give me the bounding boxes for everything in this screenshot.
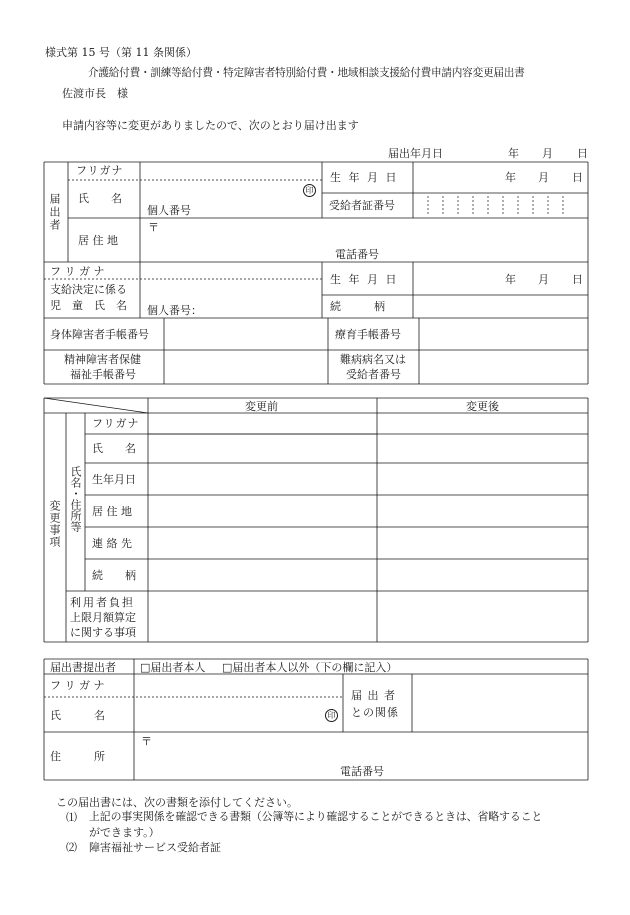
notes-item1-line1: 上記の事実関係を確認できる書類（公簿等により確認することができるときは、省略すること xyxy=(89,810,543,823)
applicant-address-label: 居 住 地 xyxy=(78,234,118,247)
submitter-relation-line1: 届 出 者 xyxy=(351,689,396,702)
after-limit-input[interactable] xyxy=(378,592,587,641)
after-header: 変更後 xyxy=(466,400,499,413)
child-relation-label: 続 柄 xyxy=(330,300,385,313)
notes-item2-num: ⑵ xyxy=(66,841,77,854)
recipient-no-label: 受給者証番号 xyxy=(329,199,395,212)
date-day: 日 xyxy=(577,147,588,160)
date-label: 届出年月日 xyxy=(388,147,443,160)
submitter-postal-mark: 〒 xyxy=(141,735,152,748)
child-furigana-input[interactable] xyxy=(141,263,321,278)
before-address-input[interactable] xyxy=(149,496,376,526)
applicant-birth-text: 生 年 月 日 xyxy=(330,171,399,184)
applicant-birth-day: 日 xyxy=(572,171,583,184)
form-title: 介護給付費・訓練等給付費・特定障害者特別給付費・地域相談支援給付費申請内容変更届出書 xyxy=(88,67,525,79)
before-furigana-input[interactable] xyxy=(149,414,376,433)
recipient-no-input[interactable] xyxy=(414,194,587,217)
child-birth-month: 月 xyxy=(538,273,549,286)
submitter-relation-input[interactable] xyxy=(413,675,587,731)
change-row-relation: 続 柄 xyxy=(92,569,136,582)
submitter-option-self[interactable]: □届出者本人 xyxy=(140,661,206,674)
form-number: 様式第 15 号（第 11 条関係） xyxy=(45,46,197,59)
applicant-birth-label xyxy=(330,172,406,183)
limit-line1: 利用者負担 xyxy=(70,596,135,609)
intractable-line2: 受給者番号 xyxy=(346,368,401,381)
applicant-name-input[interactable] xyxy=(141,181,301,201)
child-name-line2: 児 童 氏 名 xyxy=(50,299,127,312)
notes-intro: この届出書には、次の書類を添付してください。 xyxy=(56,796,298,809)
after-furigana-input[interactable] xyxy=(378,414,587,433)
applicant-birth-input[interactable] xyxy=(414,163,587,192)
before-header: 変更前 xyxy=(245,400,278,413)
before-contact-input[interactable] xyxy=(149,528,376,558)
submitter-furigana-label: フ リ ガ ナ xyxy=(50,679,105,692)
after-contact-input[interactable] xyxy=(378,528,587,558)
addressee: 佐渡市長 様 xyxy=(62,87,128,100)
date-month: 月 xyxy=(542,147,553,160)
submitter-option-other[interactable]: □届出者本人以外（下の欄に記入） xyxy=(222,661,398,674)
before-limit-input[interactable] xyxy=(149,592,376,641)
applicant-birth-year: 年 xyxy=(505,171,516,184)
seal-icon: 印 xyxy=(303,184,316,197)
notes-item1-num: ⑴ xyxy=(66,811,77,824)
submitter-name-input[interactable] xyxy=(135,698,320,731)
child-birth-input[interactable] xyxy=(414,263,587,294)
after-name-input[interactable] xyxy=(378,435,587,462)
change-row-address: 居 住 地 xyxy=(92,505,132,518)
submitter-name-label: 氏 名 xyxy=(50,709,105,722)
changes-section-label: 変更事項 xyxy=(48,500,61,548)
applicant-furigana-input[interactable] xyxy=(141,163,321,179)
child-birth-label: 生 年 月 日 xyxy=(330,273,399,286)
child-relation-input[interactable] xyxy=(414,296,587,317)
change-row-contact: 連 絡 先 xyxy=(92,537,132,550)
mental-handbook-input[interactable] xyxy=(165,351,327,383)
limit-line3: に関する事項 xyxy=(70,626,136,639)
change-row-furigana: フリガナ xyxy=(92,417,140,430)
limit-line2: 上限月額算定 xyxy=(70,611,136,624)
after-address-input[interactable] xyxy=(378,496,587,526)
notes-item2: 障害福祉サービス受給者証 xyxy=(89,841,221,854)
intro-text: 申請内容等に変更がありましたので、次のとおり届け出ます xyxy=(62,119,359,132)
after-birth-input[interactable] xyxy=(378,464,587,494)
before-relation-input[interactable] xyxy=(149,560,376,590)
applicant-my-number-label: 個人番号 xyxy=(147,204,191,217)
changes-group-label: 氏名・住所等 xyxy=(69,466,82,532)
applicant-birth-month: 月 xyxy=(538,171,549,184)
intractable-line1: 難病病名又は xyxy=(340,353,406,366)
child-furigana-label: フ リ ガ ナ xyxy=(50,265,105,278)
rehab-handbook-label: 療育手帳番号 xyxy=(335,328,401,341)
physical-handbook-input[interactable] xyxy=(165,319,327,349)
physical-handbook-label: 身体障害者手帳番号 xyxy=(50,328,149,341)
submitter-furigana-input[interactable] xyxy=(135,675,342,696)
intractable-input[interactable] xyxy=(420,351,587,383)
change-row-name: 氏 名 xyxy=(92,442,136,455)
change-row-birth: 生年月日 xyxy=(92,473,136,486)
after-relation-input[interactable] xyxy=(378,560,587,590)
applicant-postal-mark: 〒 xyxy=(148,221,159,234)
submitter-address-label: 住 所 xyxy=(50,750,105,763)
notes-item1-line2: ができます。） xyxy=(89,826,160,839)
applicant-section-label: 届出者 xyxy=(48,193,61,232)
before-birth-input[interactable] xyxy=(149,464,376,494)
mental-handbook-line1: 精神障害者保健 xyxy=(64,353,141,366)
mental-handbook-line2: 福祉手帳番号 xyxy=(70,368,136,381)
date-year: 年 xyxy=(508,147,519,160)
submitter-relation-line2: との関係 xyxy=(351,706,399,719)
child-birth-year: 年 xyxy=(505,273,516,286)
rehab-handbook-input[interactable] xyxy=(420,319,587,349)
child-name-line1: 支給決定に係る xyxy=(50,283,127,296)
seal-icon: 印 xyxy=(325,709,338,722)
child-birth-day: 日 xyxy=(572,273,583,286)
applicant-furigana-label: フリガナ xyxy=(76,164,124,177)
applicant-name-label: 氏 名 xyxy=(78,192,122,205)
submitter-label: 届出書提出者 xyxy=(50,661,116,674)
submitter-phone-label: 電話番号 xyxy=(340,765,384,778)
before-name-input[interactable] xyxy=(149,435,376,462)
applicant-phone-label: 電話番号 xyxy=(335,248,379,261)
child-my-number-label: 個人番号： xyxy=(147,304,202,317)
